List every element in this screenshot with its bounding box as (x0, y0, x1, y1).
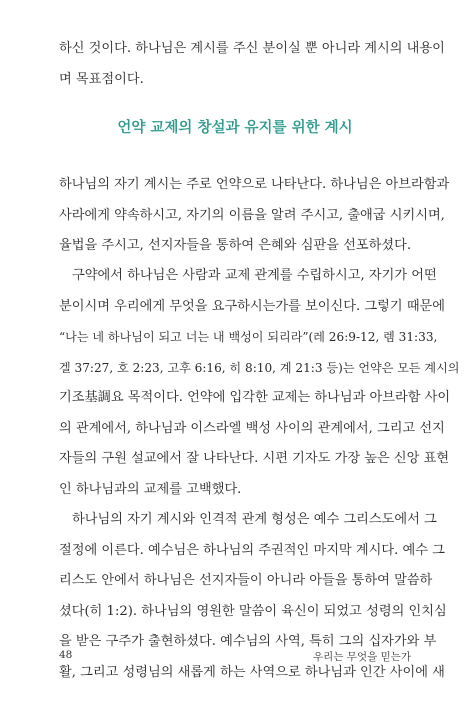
text-line: 기조基調요 목적이다. 언약에 입각한 교제는 하나님과 아브라함 사이 (59, 390, 451, 405)
text-line: 하나님의 자기 계시는 주로 언약으로 나타난다. 하나님은 아브라함과 (59, 177, 450, 192)
text-line: 구약에서 하나님은 사람과 교제 관계를 수립하시고, 자기가 어떤 (72, 268, 437, 283)
text-line: 을 받은 구주가 출현하셨다. 예수님의 사역, 특히 그의 십자가와 부 (59, 634, 437, 649)
text-line: 인 하나님과의 교제를 고백했다. (59, 481, 242, 497)
text-line: 의 관계에서, 하나님과 이스라엘 백성 사이의 관계에서, 그리고 선지 (59, 420, 445, 436)
section-heading: 언약 교제의 창설과 유지를 위한 계시 (117, 120, 353, 136)
top-paragraph (59, 34, 445, 95)
paragraph-2 (59, 261, 460, 505)
paragraph-1 (59, 170, 450, 262)
text-line: 절정에 이른다. 예수님은 하나님의 주권적인 마지막 계시다. 예수 그 (59, 542, 445, 558)
text-line: 활, 그리고 성령님의 새롭게 하는 사역으로 하나님과 인간 사이에 새 (59, 664, 445, 680)
text-line: 셨다(히 1:2). 하나님의 영원한 말씀이 육신이 되었고 성령의 인치심 (59, 603, 447, 619)
text-line: 자들의 구원 설교에서 잘 나타난다. 시편 기자도 가장 높은 신앙 표현 (59, 451, 450, 466)
text-line: 사라에게 약속하시고, 자기의 이름을 알려 주시고, 출애굽 시키시며, (59, 207, 445, 223)
text-line: “나는 네 하나님이 되고 너는 내 백성이 되리라”(레 26:9-12, 렘 31:33, (59, 330, 438, 344)
page-number: 48 (59, 649, 73, 661)
text-line: 하신 것이다. 하나님은 계시를 주신 분이실 뿐 아니라 계시의 내용이 (59, 41, 445, 56)
text-line: 하나님의 자기 계시와 인격적 관계 형성은 예수 그리스도에서 그 (72, 512, 437, 527)
text-line: 리스도 안에서 하나님은 선지자들이 아니라 아들을 통하여 말씀하 (59, 573, 433, 588)
text-line: 겔 37:27, 호 2:23, 고후 6:16, 히 8:10, 계 21:3 등)는 언약은 모든 계시의 (59, 360, 460, 375)
running-title: 우리는 무엇을 믿는가 (313, 651, 411, 663)
text-line: 율법을 주시고, 선지자들을 통하여 은혜와 심판을 선포하셨다. (59, 238, 412, 253)
text-line: 분이시며 우리에게 무엇을 요구하시는가를 보이신다. 그렇기 때문에 (59, 298, 446, 314)
text-line: 며 목표점이다. (59, 71, 144, 87)
